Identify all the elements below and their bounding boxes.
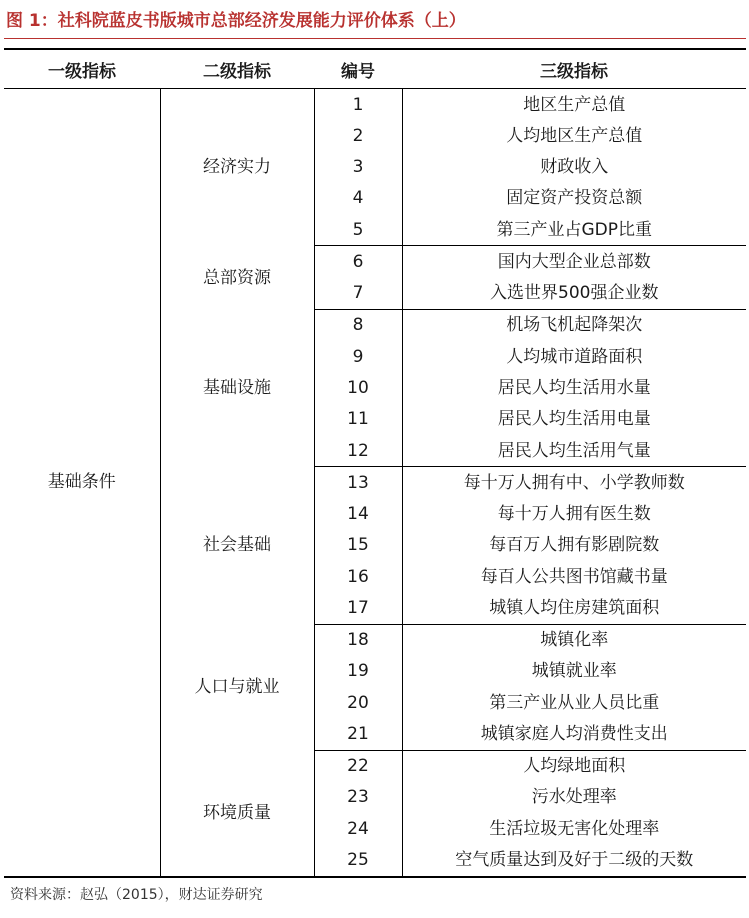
header-level1: 一级指标 xyxy=(4,49,160,89)
number-cell: 7 xyxy=(314,278,402,310)
table-body xyxy=(4,89,746,877)
number-cell: 18 xyxy=(314,624,402,656)
number-cell: 8 xyxy=(314,309,402,341)
number-cell: 3 xyxy=(314,152,402,183)
level3-cell: 污水处理率 xyxy=(402,782,746,813)
number-cell: 11 xyxy=(314,404,402,435)
number-cell: 9 xyxy=(314,341,402,372)
title-divider xyxy=(4,38,746,39)
level3-cell: 国内大型企业总部数 xyxy=(402,246,746,278)
level3-cell: 城镇家庭人均消费性支出 xyxy=(402,718,746,750)
number-cell: 24 xyxy=(314,813,402,844)
level2-cell: 经济实力 xyxy=(160,89,314,246)
level2-cell: 总部资源 xyxy=(160,246,314,310)
indicator-table xyxy=(4,48,746,878)
level3-cell: 每十万人拥有医生数 xyxy=(402,498,746,529)
level3-cell: 每百万人拥有影剧院数 xyxy=(402,530,746,561)
number-cell: 5 xyxy=(314,214,402,246)
level3-cell: 空气质量达到及好于二级的天数 xyxy=(402,844,746,876)
level3-cell: 生活垃圾无害化处理率 xyxy=(402,813,746,844)
level3-cell: 固定资产投资总额 xyxy=(402,183,746,214)
level3-cell: 居民人均生活用电量 xyxy=(402,404,746,435)
header-level2: 二级指标 xyxy=(160,49,314,89)
number-cell: 22 xyxy=(314,750,402,782)
level3-cell: 第三产业占GDP比重 xyxy=(402,214,746,246)
level3-cell: 城镇化率 xyxy=(402,624,746,656)
level2-cell: 基础设施 xyxy=(160,309,314,466)
table-row xyxy=(4,89,746,121)
number-cell: 15 xyxy=(314,530,402,561)
level3-cell: 居民人均生活用气量 xyxy=(402,435,746,467)
level3-cell: 城镇就业率 xyxy=(402,656,746,687)
number-cell: 14 xyxy=(314,498,402,529)
level3-cell: 每十万人拥有中、小学教师数 xyxy=(402,467,746,499)
number-cell: 2 xyxy=(314,120,402,151)
level3-cell: 城镇人均住房建筑面积 xyxy=(402,592,746,624)
level3-cell: 人均绿地面积 xyxy=(402,750,746,782)
number-cell: 1 xyxy=(314,89,402,121)
level3-cell: 居民人均生活用水量 xyxy=(402,372,746,403)
number-cell: 10 xyxy=(314,372,402,403)
level3-cell: 财政收入 xyxy=(402,152,746,183)
level3-cell: 人均地区生产总值 xyxy=(402,120,746,151)
level2-cell: 环境质量 xyxy=(160,750,314,877)
level3-cell: 地区生产总值 xyxy=(402,89,746,121)
number-cell: 25 xyxy=(314,844,402,876)
level2-cell: 人口与就业 xyxy=(160,624,314,750)
header-level3: 三级指标 xyxy=(402,49,746,89)
level3-cell: 机场飞机起降架次 xyxy=(402,309,746,341)
number-cell: 19 xyxy=(314,656,402,687)
level3-cell: 人均城市道路面积 xyxy=(402,341,746,372)
level3-cell: 第三产业从业人员比重 xyxy=(402,687,746,718)
level3-cell: 入选世界500强企业数 xyxy=(402,278,746,310)
number-cell: 12 xyxy=(314,435,402,467)
level3-cell: 每百人公共图书馆藏书量 xyxy=(402,561,746,592)
number-cell: 16 xyxy=(314,561,402,592)
source-note: 资料来源：赵弘（2015），财达证券研究 xyxy=(10,887,263,903)
number-cell: 17 xyxy=(314,592,402,624)
table-header-row xyxy=(4,49,746,89)
number-cell: 6 xyxy=(314,246,402,278)
number-cell: 20 xyxy=(314,687,402,718)
level2-cell: 社会基础 xyxy=(160,467,314,624)
number-cell: 4 xyxy=(314,183,402,214)
number-cell: 21 xyxy=(314,718,402,750)
figure-title: 图 1：社科院蓝皮书版城市总部经济发展能力评价体系（上） xyxy=(6,11,466,31)
number-cell: 23 xyxy=(314,782,402,813)
header-number: 编号 xyxy=(314,49,402,89)
number-cell: 13 xyxy=(314,467,402,499)
level1-cell: 基础条件 xyxy=(47,472,116,493)
